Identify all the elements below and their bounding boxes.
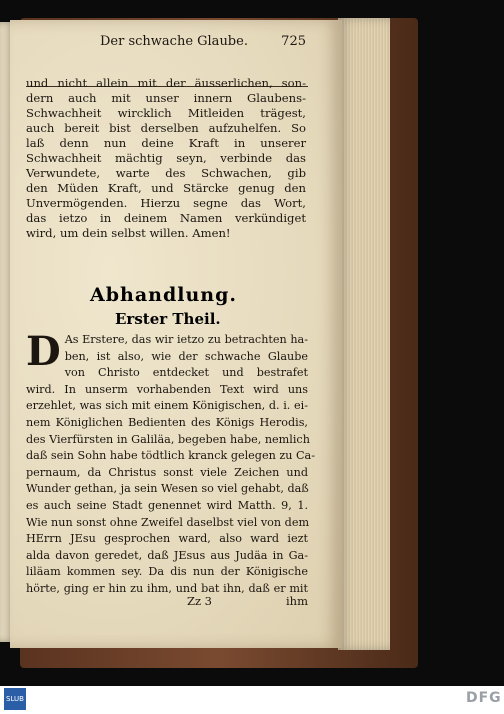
- text-line: Verwundete, warte des Schwachen, gib: [26, 166, 306, 180]
- running-title: Der schwache Glaube.: [100, 34, 248, 49]
- text-line: Unvermögenden. Hierzu segne das Wort,: [26, 196, 306, 210]
- dfg-logo-icon[interactable]: DFG: [466, 690, 502, 706]
- viewer-bottom-bar: [0, 686, 504, 714]
- running-header: [100, 34, 306, 49]
- section-title: Abhandlung.: [90, 284, 237, 306]
- body-text: [26, 328, 316, 598]
- text-line: es auch seine Stadt genennet wird Matth. 9, 1.: [26, 498, 308, 512]
- text-line: Schwachheit wircklich Mitleiden trägest,: [26, 106, 306, 120]
- closing-prayer: [26, 76, 306, 241]
- text-line: Wie nun sonst ohne Zweifel daselbst viel von dem: [26, 515, 310, 529]
- text-line: As Erstere, das wir ietzo zu betrachten ha-: [64, 333, 308, 346]
- text-line: wird, um dein selbst willen. Amen!: [26, 226, 231, 240]
- text-line: und nicht allein mit der äusserlichen, son-: [26, 76, 306, 90]
- text-line: nem Königlichen Bedienten des Königs Herodis,: [26, 415, 308, 429]
- text-line: Wunder gethan, ja sein Wesen so viel gehabt, daß: [26, 482, 309, 496]
- drop-cap: D: [26, 328, 61, 375]
- library-logo-icon[interactable]: SLUB: [4, 688, 26, 710]
- text-line: hörte, ging er hin zu ihm, und bat ihn, daß er mit: [26, 581, 308, 595]
- text-line: erzehlet, was sich mit einem Königischen, d. i. ei-: [26, 399, 308, 413]
- page-number: 725: [281, 34, 306, 49]
- text-line: den Müden Kraft, und Stärcke genug den: [26, 181, 306, 195]
- text-line: dern auch mit unser innern Glaubens-: [26, 91, 306, 105]
- page-edges: [338, 18, 390, 650]
- text-line: pernaum, da Christus sonst viele Zeichen und: [26, 465, 308, 479]
- text-line: wird. In unserm vorhabenden Text wird uns: [26, 382, 308, 396]
- text-line: HErrn JEsu gesprochen ward, also ward iezt: [26, 532, 308, 546]
- signature-mark: Zz 3: [186, 594, 212, 608]
- section-subtitle: Erster Theil.: [115, 310, 221, 328]
- book-page: [10, 20, 342, 648]
- text-line: von Christo entdecket und bestrafet: [64, 366, 308, 380]
- page-footer: [26, 594, 308, 608]
- text-line: ben, ist also, wie der schwache Glaube: [64, 349, 308, 363]
- text-line: Schwachheit mächtig seyn, verbinde das: [26, 151, 306, 165]
- text-line: des Vierfürsten in Galiläa, begeben habe, nemlich: [26, 432, 310, 446]
- text-line: laß denn nun deine Kraft in unserer: [26, 136, 306, 150]
- text-line: alda davon geredet, daß JEsus aus Judäa in Ga-: [26, 548, 308, 562]
- text-line: daß sein Sohn habe tödtlich kranck gelegen zu Ca-: [26, 449, 316, 463]
- text-line: das ietzo in deinem Namen verkündiget: [26, 211, 306, 225]
- text-line: auch bereit bist derselben aufzuhelfen. So: [26, 121, 306, 135]
- text-line: liläam kommen sey. Da dis nun der Königische: [26, 565, 308, 579]
- catchword: ihm: [286, 594, 308, 608]
